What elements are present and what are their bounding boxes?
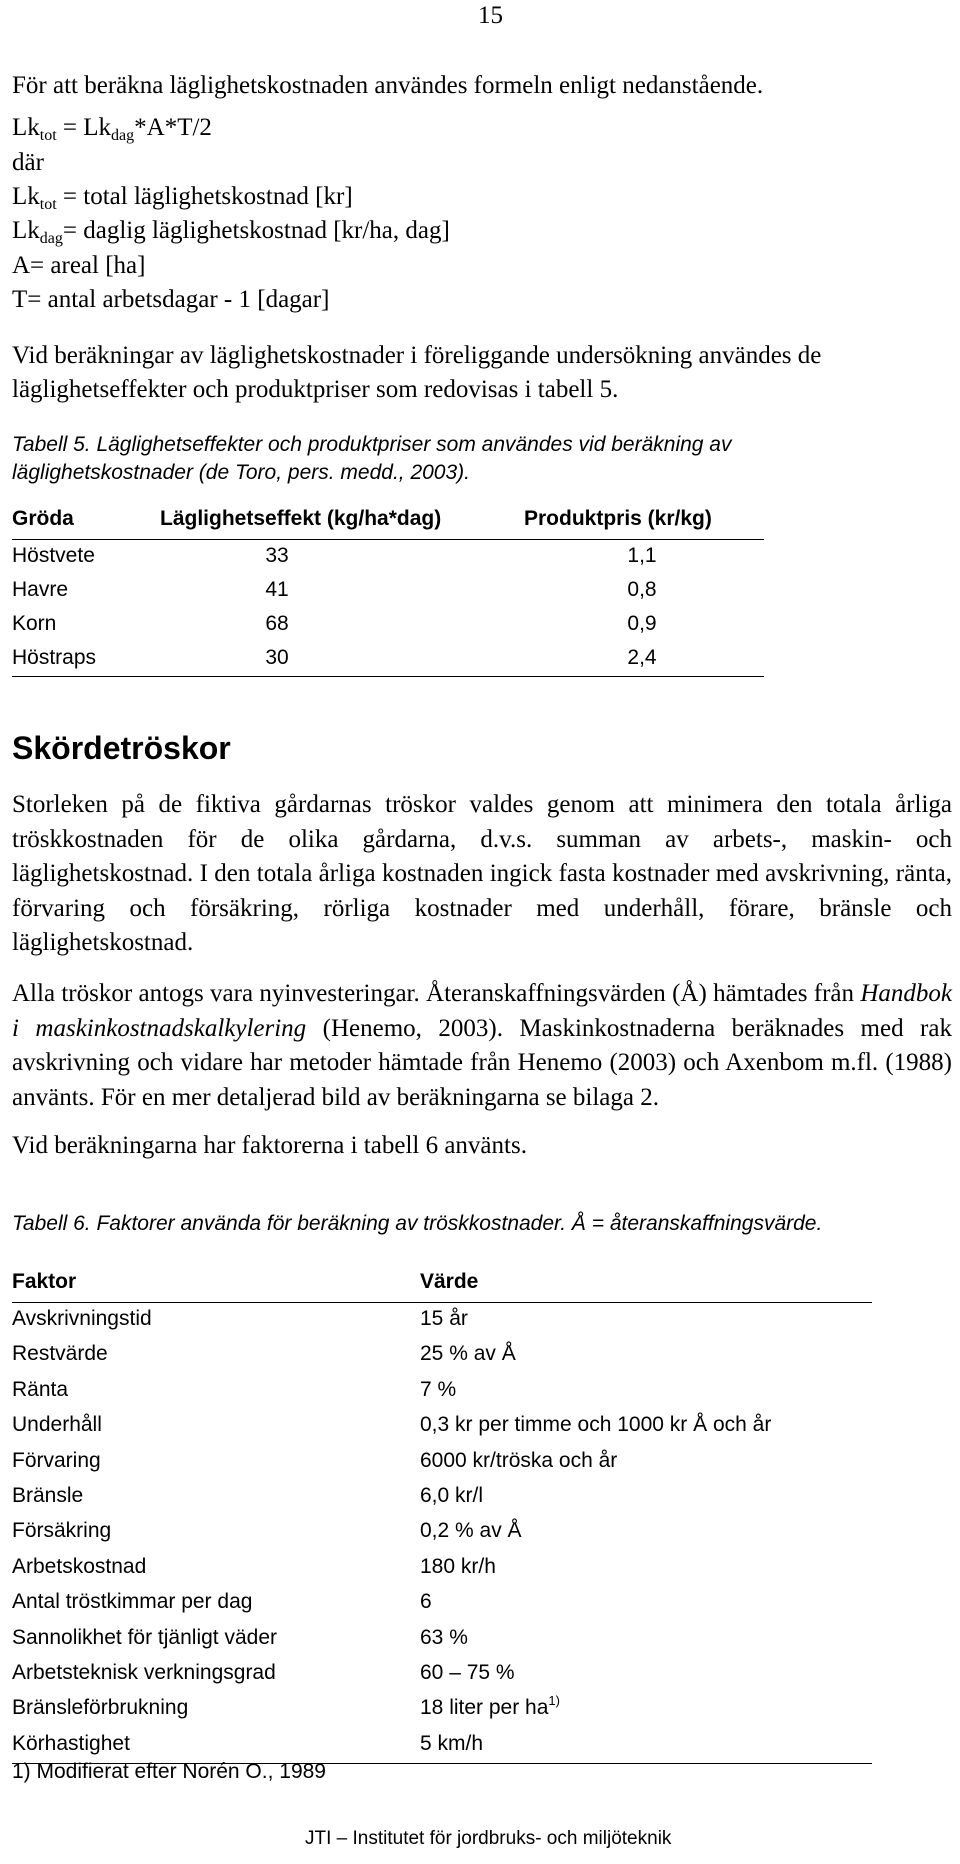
table-cell: Höstvete bbox=[12, 544, 95, 567]
table-cell: Arbetsteknisk verkningsgrad bbox=[12, 1660, 276, 1684]
table6-header-cell: Faktor bbox=[12, 1270, 77, 1293]
table5-header bbox=[12, 503, 764, 540]
table-cell: 6 bbox=[420, 1590, 432, 1614]
table-row bbox=[12, 1657, 872, 1692]
table5-caption: läglighetskostnader (de Toro, pers. medd., 2003). bbox=[12, 461, 470, 484]
table5 bbox=[12, 503, 764, 677]
table-cell: Försäkring bbox=[12, 1519, 112, 1543]
footnote-marker: 1) bbox=[548, 1693, 560, 1709]
table-cell: 60 – 75 % bbox=[420, 1660, 515, 1684]
table-cell: 2,4 bbox=[627, 646, 657, 669]
table-row bbox=[12, 1374, 872, 1409]
table-row bbox=[12, 1692, 872, 1727]
table5-caption: Tabell 5. Läglighetseffekter och produktpriser som användes vid beräkning av bbox=[12, 433, 732, 456]
table-cell: Ränta bbox=[12, 1377, 69, 1401]
table-cell: Sannolikhet för tjänligt väder bbox=[12, 1625, 277, 1649]
page-number: 15 bbox=[478, 2, 503, 29]
table-cell: 30 bbox=[265, 646, 289, 669]
table-row bbox=[12, 1622, 872, 1657]
formula-def-area: A= areal [ha] bbox=[12, 252, 146, 279]
table-cell: 6000 kr/tröska och år bbox=[420, 1448, 618, 1472]
table-cell: Korn bbox=[12, 612, 57, 635]
table-cell: Antal tröstkimmar per dag bbox=[12, 1590, 253, 1614]
table-cell: 0,3 kr per timme och 1000 kr Å och år bbox=[420, 1413, 772, 1437]
table-cell: Förvaring bbox=[12, 1448, 101, 1472]
table-row bbox=[12, 1551, 872, 1586]
table-cell: Bränsle bbox=[12, 1483, 84, 1507]
table-cell: 1,1 bbox=[627, 544, 657, 567]
table-row bbox=[12, 642, 764, 677]
table-cell: 0,2 % av Å bbox=[420, 1519, 522, 1543]
table-row bbox=[12, 1515, 872, 1550]
formula-def-total: $Lk_{tot}$ = total läglighetskostnad [kr] bbox=[12, 183, 353, 213]
table-row bbox=[12, 1586, 872, 1621]
formula-main: $Lk_{tot} = Lk_{dag}*A*T/2$ bbox=[12, 114, 212, 144]
table-cell: 6,0 kr/l bbox=[420, 1483, 484, 1507]
table-cell: 7 % bbox=[420, 1377, 457, 1401]
table-row bbox=[12, 1728, 872, 1764]
table-cell: Bränsleförbrukning bbox=[12, 1696, 189, 1720]
footnote: 1) Modifierat efter Norén O., 1989 bbox=[12, 1760, 326, 1783]
table-row bbox=[12, 1445, 872, 1480]
table-cell: 18 liter per $ha^{1)}$ bbox=[420, 1693, 560, 1720]
page-footer: JTI – Institutet för jordbruks- och miljöteknik bbox=[305, 1828, 672, 1849]
table-cell: 0,8 bbox=[627, 578, 657, 601]
table-cell: 25 % av Å bbox=[420, 1342, 516, 1366]
table-cell: 180 kr/h bbox=[420, 1554, 496, 1578]
table-cell: Arbetskostnad bbox=[12, 1554, 147, 1578]
table-row bbox=[12, 608, 764, 642]
table6-caption: Tabell 6. Faktorer använda för beräkning av tröskkostnader. Å = återanskaffningsvärde. bbox=[12, 1212, 823, 1235]
table-cell: 33 bbox=[265, 544, 289, 567]
table6-header bbox=[12, 1266, 872, 1303]
table-row bbox=[12, 1480, 872, 1515]
table-row bbox=[12, 540, 764, 574]
table-row bbox=[12, 574, 764, 608]
table-cell: Höstraps bbox=[12, 646, 97, 669]
formula-where: där bbox=[12, 149, 44, 176]
table5-header-cell: Läglighetseffekt (kg/ha*dag) bbox=[160, 507, 442, 530]
table-cell: Avskrivningstid bbox=[12, 1307, 152, 1330]
table-cell: Underhåll bbox=[12, 1413, 102, 1437]
table5-header-cell: Produktpris (kr/kg) bbox=[524, 507, 712, 530]
paragraph-line: läglighetseffekter och produktpriser som redovisas i tabell 5. bbox=[12, 376, 619, 403]
table-row bbox=[12, 1338, 872, 1373]
formula-def-days: T= antal arbetsdagar - 1 [dagar] bbox=[12, 286, 330, 313]
table-cell: 0,9 bbox=[627, 612, 657, 635]
formula-def-daily: $Lk_{dag}=$ daglig läglighetskostnad [kr/ha, dag] bbox=[12, 217, 450, 247]
table-cell: Körhastighet bbox=[12, 1731, 130, 1755]
table5-header-cell: Gröda bbox=[12, 507, 74, 530]
table-cell: Restvärde bbox=[12, 1342, 108, 1366]
section-heading: Skördetröskor bbox=[12, 730, 231, 766]
table-cell: Havre bbox=[12, 578, 69, 601]
paragraph: Vid beräkningarna har faktorerna i tabell 6 använts. bbox=[12, 1132, 527, 1159]
table-row bbox=[12, 1409, 872, 1444]
paragraph: Storleken på de fiktiva gårdarnas tröskor valdes genom att minimera den totala årliga tröskkostnaden för de olika gårdarna, d.v.s. summan av arbets-, maskin- och läglighetskostnad. I den totala årliga kostnaden ingick fasta kostnader med avskrivning, ränta, förvaring och försäkring, rörliga kostnader med underhåll, förare, bränsle och läglighetskostnad. bbox=[12, 791, 952, 956]
table-cell: 5 km/h bbox=[420, 1731, 484, 1755]
table-cell: 15 år bbox=[420, 1307, 468, 1330]
paragraph: Alla tröskor antogs vara nyinvesteringar. Återanskaffningsvärden (Å) hämtades från Handbok i maskinkostnadskalkylering (Henemo, 2003). Maskinkostnaderna beräknades med rak avskrivning och vidare har metoder hämtade från Henemo (2003) och Axenbom m.fl. (1988) använts. För en mer detaljerad bild av beräkningarna se bilaga 2. bbox=[12, 980, 952, 1111]
table-cell: 68 bbox=[265, 612, 289, 635]
paragraph-line: Vid beräkningar av läglighetskostnader i föreliggande undersökning användes de bbox=[12, 342, 822, 369]
table6 bbox=[12, 1266, 872, 1764]
table6-header-cell: Värde bbox=[420, 1270, 479, 1293]
table-cell: 63 % bbox=[420, 1625, 468, 1649]
intro-text: För att beräkna läglighetskostnaden användes formeln enligt nedanstående. bbox=[12, 72, 764, 99]
table-cell: 41 bbox=[265, 578, 289, 601]
table-row bbox=[12, 1303, 872, 1338]
